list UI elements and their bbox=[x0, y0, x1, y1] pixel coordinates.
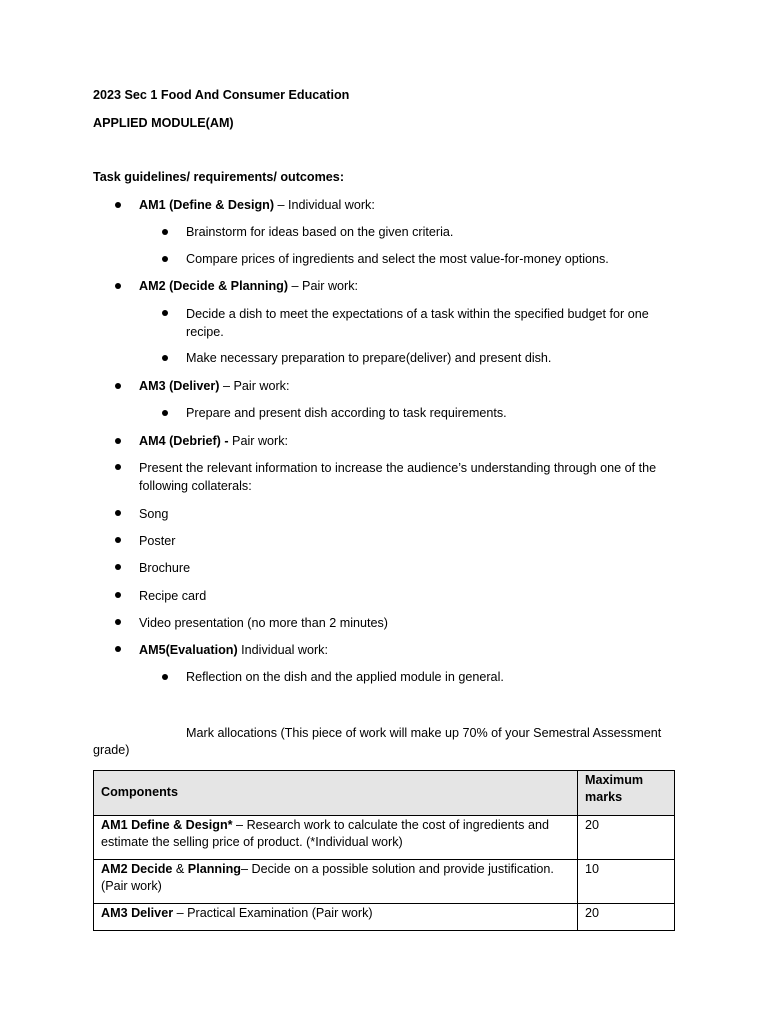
bullet bbox=[115, 619, 121, 625]
list-item: Poster bbox=[139, 534, 176, 548]
component-name: AM2 Decide bbox=[101, 862, 173, 876]
bullet bbox=[162, 355, 168, 361]
component-cell bbox=[94, 860, 578, 904]
component-desc: – Practical Examination (Pair work) bbox=[173, 906, 373, 920]
list-item: Present the relevant information to increase the audience’s understanding through one of the following collaterals: bbox=[139, 461, 657, 493]
am5-heading bbox=[139, 641, 328, 659]
bullet bbox=[162, 256, 168, 262]
header-label: Components bbox=[101, 784, 178, 799]
table-header-row bbox=[94, 771, 675, 816]
am1-type: – Individual work: bbox=[274, 198, 375, 212]
am4-heading bbox=[139, 432, 288, 450]
am5-type: Individual work: bbox=[237, 643, 328, 657]
list-item: Decide a dish to meet the expectations of a task within the specified budget for one recipe. bbox=[186, 307, 649, 339]
am1-label: AM1 (Define & Design) bbox=[139, 198, 275, 212]
component-name: AM3 Deliver bbox=[101, 906, 174, 920]
am4-label: AM4 (Debrief) - bbox=[139, 434, 229, 448]
bullet bbox=[115, 202, 121, 208]
module-title: APPLIED MODULE(AM) bbox=[93, 116, 234, 130]
bullet bbox=[162, 410, 168, 416]
component-cell bbox=[94, 904, 578, 931]
marks-table bbox=[93, 770, 675, 931]
am5-label: AM5(Evaluation) bbox=[139, 643, 238, 657]
bullet bbox=[115, 646, 121, 652]
guidelines-heading: Task guidelines/ requirements/ outcomes: bbox=[93, 170, 345, 184]
list-item: Make necessary preparation to prepare(deliver) and present dish. bbox=[186, 351, 552, 365]
list-item: Recipe card bbox=[139, 589, 207, 603]
marks-cell: 10 bbox=[578, 860, 675, 904]
bullet bbox=[162, 310, 168, 316]
component-name: AM1 Define & Design* bbox=[101, 818, 233, 832]
bullet bbox=[115, 464, 121, 470]
bullet bbox=[115, 564, 121, 570]
component-joiner: & bbox=[172, 862, 188, 876]
table-row bbox=[94, 860, 675, 904]
bullet bbox=[115, 438, 121, 444]
component-cell bbox=[94, 816, 578, 860]
am2-heading bbox=[139, 277, 358, 295]
bullet bbox=[115, 537, 121, 543]
header-maximum-marks bbox=[578, 771, 675, 816]
bullet bbox=[162, 229, 168, 235]
bullet bbox=[115, 592, 121, 598]
marks-cell: 20 bbox=[578, 816, 675, 860]
bullet bbox=[115, 283, 121, 289]
am2-type: – Pair work: bbox=[288, 279, 359, 293]
table-row bbox=[94, 904, 675, 931]
am2-label: AM2 (Decide & Planning) bbox=[139, 279, 289, 293]
document-title: 2023 Sec 1 Food And Consumer Education bbox=[93, 88, 350, 102]
list-item: Brainstorm for ideas based on the given criteria. bbox=[186, 225, 454, 239]
am3-heading bbox=[139, 377, 289, 395]
bullet bbox=[162, 674, 168, 680]
component-name: Planning bbox=[187, 862, 241, 876]
list-item: Song bbox=[139, 507, 169, 521]
mark-allocation-text: Mark allocations (This piece of work will make up 70% of your Semestral Assessment bbox=[186, 726, 662, 740]
list-item: Reflection on the dish and the applied module in general. bbox=[186, 670, 504, 684]
marks-cell: 20 bbox=[578, 904, 675, 931]
mark-allocation-text-cont: grade) bbox=[93, 743, 130, 757]
header-components bbox=[94, 771, 578, 816]
list-item: Video presentation (no more than 2 minutes) bbox=[139, 616, 388, 630]
list-item: Compare prices of ingredients and select the most value-for-money options. bbox=[186, 252, 609, 266]
am3-type: – Pair work: bbox=[219, 379, 290, 393]
component-desc: – Decide on a possible solution and provide justification. (Pair work) bbox=[101, 862, 554, 893]
bullet bbox=[115, 383, 121, 389]
am4-type: Pair work: bbox=[228, 434, 289, 448]
list-item: Prepare and present dish according to task requirements. bbox=[186, 406, 507, 420]
bullet bbox=[115, 510, 121, 516]
am3-label: AM3 (Deliver) bbox=[139, 379, 220, 393]
component-desc: – Research work to calculate the cost of ingredients and estimate the selling price of product. (*Individual work) bbox=[101, 818, 549, 849]
header-label: Maximum marks bbox=[585, 773, 644, 804]
am1-heading bbox=[139, 196, 375, 214]
table-row bbox=[94, 816, 675, 860]
list-item: Brochure bbox=[139, 561, 191, 575]
